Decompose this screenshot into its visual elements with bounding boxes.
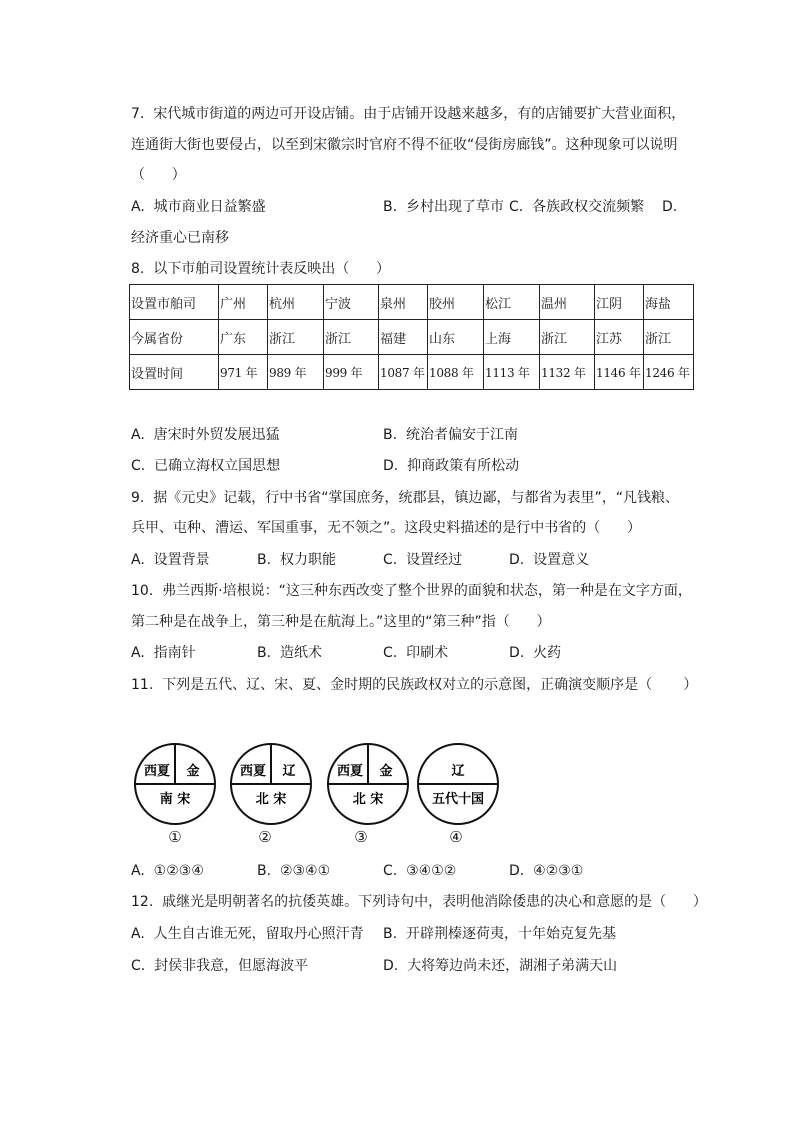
q7-option-a: A. 城市商业日益繁盛 bbox=[131, 199, 266, 215]
diagram-number: ② bbox=[258, 828, 272, 846]
q7-option-b: B. 乡村出现了草市 bbox=[383, 199, 504, 215]
table-cell: 1246 年 bbox=[644, 355, 694, 390]
table-cell: 1088 年 bbox=[428, 355, 484, 390]
q7-option-c: C. 各族政权交流频繁 bbox=[509, 199, 645, 215]
regime-circle-4 bbox=[416, 742, 500, 826]
q7-stem-line-2: 连通街大街也要侵占，以至到宋徽宗时官府不得不征收“侵街房廊钱”。这种现象可以说明 bbox=[131, 137, 678, 153]
q11-option-a: A. ①②③④ bbox=[131, 863, 204, 879]
table-cell: 泉州 bbox=[379, 285, 428, 320]
q10-option-d: D. 火药 bbox=[509, 645, 562, 661]
table-cell: 松江 bbox=[484, 285, 540, 320]
q7-option-d-text: 经济重心已南移 bbox=[131, 230, 229, 246]
shipping-office-table bbox=[129, 284, 694, 390]
q9-stem-line-2: 兵甲、屯种、漕运、军国重事，无不领之”。这段史料描述的是行中书省的（ ） bbox=[131, 520, 641, 536]
q12-option-c: C. 封侯非我意，但愿海波平 bbox=[131, 958, 309, 974]
q12-stem: 12. 戚继光是明朝著名的抗倭英雄。下列诗句中，表明他消除倭患的决心和意愿的是（ ） bbox=[131, 894, 707, 910]
q8-option-c: C. 已确立海权立国思想 bbox=[131, 458, 281, 474]
q9-option-c: C. 设置经过 bbox=[383, 552, 463, 568]
table-cell: 宁波 bbox=[324, 285, 379, 320]
q12-option-b: B. 开辟荆榛逐荷夷，十年始克复先基 bbox=[383, 926, 616, 942]
table-cell: 999 年 bbox=[324, 355, 379, 390]
q11-option-c: C. ③④①② bbox=[383, 863, 457, 879]
table-cell: 江苏 bbox=[595, 320, 644, 355]
table-cell: 江阴 bbox=[595, 285, 644, 320]
table-cell: 浙江 bbox=[644, 320, 694, 355]
q9-stem-line-1: 9. 据《元史》记载，行中书省“掌国庶务，统郡县，镇边鄙，与都省为表里”，“凡钱粮、 bbox=[131, 490, 680, 506]
regime-diagram-4 bbox=[416, 742, 500, 826]
diagram-label: 辽 bbox=[451, 764, 465, 779]
q8-option-b: B. 统治者偏安于江南 bbox=[383, 427, 518, 443]
table-cell: 山东 bbox=[428, 320, 484, 355]
regime-circle-1 bbox=[133, 742, 217, 826]
diagram-label: 西夏 bbox=[336, 764, 364, 779]
diagram-label: 五代十国 bbox=[431, 792, 485, 807]
table-cell: 广州 bbox=[219, 285, 268, 320]
diagram-label: 西夏 bbox=[143, 764, 171, 779]
q11-stem: 11. 下列是五代、辽、宋、夏、金时期的民族政权对立的示意图，正确演变顺序是（ ） bbox=[131, 677, 698, 693]
table-cell: 温州 bbox=[540, 285, 595, 320]
q8-option-d: D. 抑商政策有所松动 bbox=[383, 458, 520, 474]
q8-option-a: A. 唐宋时外贸发展迅猛 bbox=[131, 427, 280, 443]
q7-option-d: D. bbox=[662, 199, 678, 215]
table-cell: 989 年 bbox=[268, 355, 324, 390]
table-cell: 971 年 bbox=[219, 355, 268, 390]
q11-option-d: D. ④②③① bbox=[509, 863, 584, 879]
diagram-label: 金 bbox=[186, 764, 200, 779]
q9-option-a: A. 设置背景 bbox=[131, 552, 210, 568]
diagram-number: ③ bbox=[354, 828, 368, 846]
table-cell: 福建 bbox=[379, 320, 428, 355]
diagram-label: 南 宋 bbox=[159, 792, 191, 807]
regime-diagram-2 bbox=[229, 742, 313, 826]
q10-option-c: C. 印刷术 bbox=[383, 645, 449, 661]
table-cell: 1113 年 bbox=[484, 355, 540, 390]
table-row bbox=[130, 285, 694, 320]
table-cell: 杭州 bbox=[268, 285, 324, 320]
table-cell: 浙江 bbox=[324, 320, 379, 355]
q11-option-b: B. ②③④① bbox=[257, 863, 331, 879]
table-cell: 胶州 bbox=[428, 285, 484, 320]
regime-circle-3 bbox=[326, 742, 410, 826]
table-cell: 1132 年 bbox=[540, 355, 595, 390]
table-cell: 浙江 bbox=[268, 320, 324, 355]
q9-option-d: D. 设置意义 bbox=[509, 552, 590, 568]
table-row bbox=[130, 355, 694, 390]
table-cell: 浙江 bbox=[540, 320, 595, 355]
diagram-label: 北 宋 bbox=[255, 792, 287, 807]
table-row bbox=[130, 320, 694, 355]
table-cell: 上海 bbox=[484, 320, 540, 355]
q12-option-d: D. 大将筹边尚未还，湖湘子弟满天山 bbox=[383, 958, 618, 974]
diagram-label: 西夏 bbox=[239, 764, 267, 779]
q10-stem-line-1: 10. 弗兰西斯·培根说：“这三种东西改变了整个世界的面貌和状态，第一种是在文字方面， bbox=[131, 583, 692, 599]
table-cell: 广东 bbox=[219, 320, 268, 355]
q10-option-a: A. 指南针 bbox=[131, 645, 196, 661]
q9-option-b: B. 权力职能 bbox=[257, 552, 336, 568]
table-cell: 1087 年 bbox=[379, 355, 428, 390]
table-cell: 设置时间 bbox=[130, 355, 219, 390]
diagram-label: 金 bbox=[379, 764, 393, 779]
q7-stem-line-1: 7. 宋代城市街道的两边可开设店铺。由于店铺开设越来越多，有的店铺要扩大营业面积， bbox=[131, 106, 686, 122]
q7-stem-line-3: （ ） bbox=[131, 167, 186, 183]
regime-diagram-3 bbox=[326, 742, 410, 826]
q8-stem: 8. 以下市舶司设置统计表反映出（ ） bbox=[131, 261, 390, 277]
diagram-label: 辽 bbox=[282, 764, 296, 779]
q12-option-a: A. 人生自古谁无死，留取丹心照汗青 bbox=[131, 926, 364, 942]
q10-stem-line-2: 第二种是在战争上，第三种是在航海上。”这里的“第三种”指（ ） bbox=[131, 614, 551, 630]
regime-circle-2 bbox=[229, 742, 313, 826]
diagram-label: 北 宋 bbox=[352, 792, 384, 807]
table-cell: 1146 年 bbox=[595, 355, 644, 390]
diagram-number: ① bbox=[168, 828, 182, 846]
table-cell: 今属省份 bbox=[130, 320, 219, 355]
table-cell: 设置市舶司 bbox=[130, 285, 219, 320]
table-cell: 海盐 bbox=[644, 285, 694, 320]
diagram-number: ④ bbox=[449, 828, 463, 846]
regime-diagram-1 bbox=[133, 742, 217, 826]
q10-option-b: B. 造纸术 bbox=[257, 645, 322, 661]
